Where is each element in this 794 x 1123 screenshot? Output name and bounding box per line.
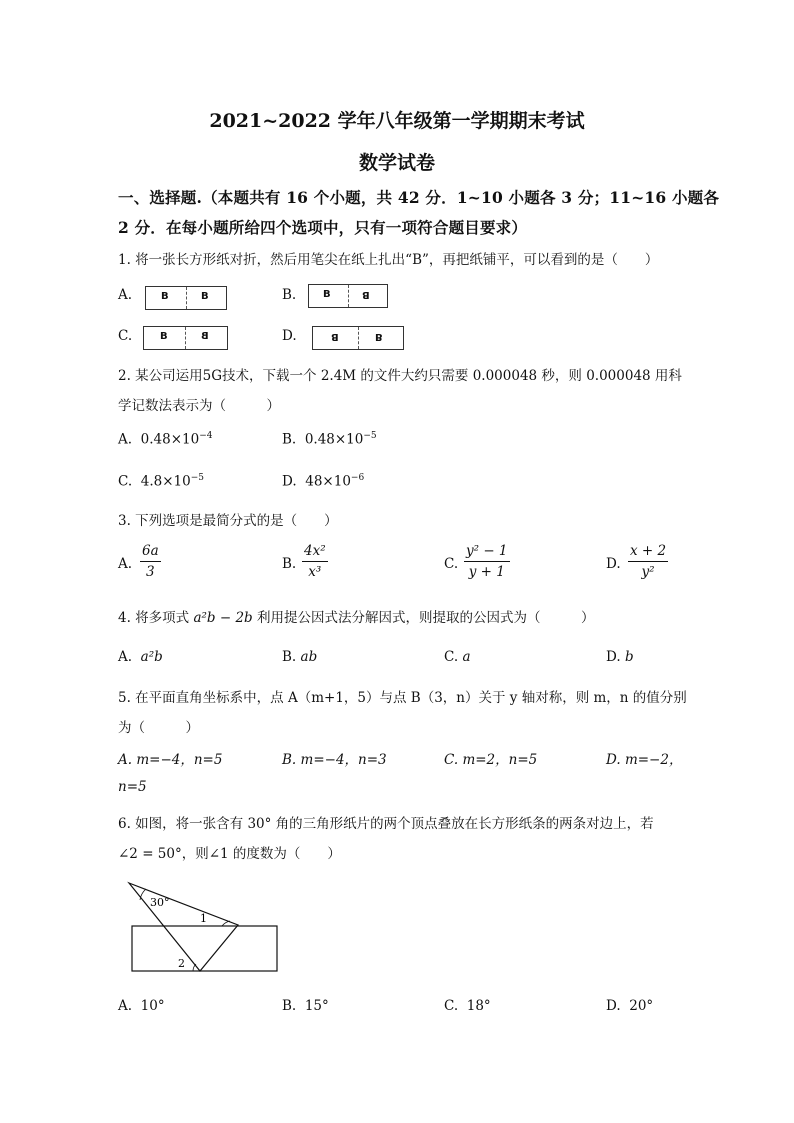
denominator: y² xyxy=(641,564,655,580)
rectangle-strip xyxy=(132,926,277,971)
letter-b-rotated: B xyxy=(331,331,339,342)
option-label: A. xyxy=(118,431,133,448)
q6-option-b xyxy=(282,998,329,1014)
option-value: 10° xyxy=(140,998,165,1014)
denominator: x³ xyxy=(308,564,322,580)
fold-line xyxy=(186,287,187,309)
q3-option-d-label: D. xyxy=(606,556,621,572)
option-label: C. xyxy=(444,998,459,1014)
q3-option-b-label: B. xyxy=(282,556,297,572)
q2-option-b xyxy=(282,431,377,448)
angle-2-label: 2 xyxy=(178,957,185,970)
option-value: 15° xyxy=(304,998,329,1014)
q3-option-a-label: A. xyxy=(118,556,133,572)
exam-subtitle: 数学试卷 xyxy=(358,152,435,174)
letter-b: B xyxy=(160,331,168,342)
fold-line xyxy=(348,285,349,307)
fold-line xyxy=(185,327,186,349)
option-label: D. xyxy=(606,649,621,665)
q5-option-d xyxy=(606,748,682,768)
fraction-bar xyxy=(140,561,161,562)
question-5-line2: 为（ ） xyxy=(118,720,199,736)
fold-line xyxy=(358,327,359,349)
option-exponent: −5 xyxy=(190,473,204,483)
q4-option-c xyxy=(444,649,471,665)
numerator: y² − 1 xyxy=(466,543,508,559)
option-exponent: −4 xyxy=(199,431,213,441)
q1-option-c-label: C. xyxy=(118,328,133,344)
option-label: C. xyxy=(444,649,459,665)
option-value: m=−4，n=5 xyxy=(136,752,223,768)
option-label: B. xyxy=(282,649,297,665)
option-base: 0.48×10 xyxy=(140,431,200,448)
numerator: 6a xyxy=(142,543,159,559)
question-2-line2: 学记数法表示为（ ） xyxy=(118,398,280,414)
option-value: m=−4，n=3 xyxy=(300,752,387,768)
option-base: 48×10 xyxy=(305,473,351,490)
q1-option-d-label: D. xyxy=(282,328,297,344)
q2-option-c xyxy=(118,473,204,490)
angle-1-label: 1 xyxy=(200,912,207,925)
option-label: A. xyxy=(118,649,133,665)
option-label: B. xyxy=(282,752,297,768)
q6-figure xyxy=(120,875,290,985)
question-4-text xyxy=(118,606,595,626)
option-value: m=2，n=5 xyxy=(462,752,538,768)
q4-option-b xyxy=(282,649,317,665)
option-value: a²b xyxy=(140,649,163,665)
option-label: D. xyxy=(282,473,297,490)
letter-b: B xyxy=(323,289,331,300)
option-label: C. xyxy=(444,752,459,768)
question-2-line1: 2. 某公司运用5G技术，下载一个 2.4M 的文件大约只需要 0.000048 秒，则 0.000048 用科 xyxy=(118,368,682,384)
question-6-line2: ∠2 = 50°，则∠1 的度数为（ ） xyxy=(118,846,341,862)
q5-option-c xyxy=(444,748,537,768)
q6-option-d xyxy=(606,998,653,1014)
q3-option-d-fraction xyxy=(628,543,668,580)
section-heading-line1: 一、选择题.（本题共有 16 个小题，共 42 分．1~10 小题各 3 分；11~16 小题各 xyxy=(118,188,720,207)
q5-option-a xyxy=(118,748,222,768)
option-value: 18° xyxy=(466,998,491,1014)
q4-option-d xyxy=(606,649,634,665)
q1-option-b-figure xyxy=(308,284,388,308)
question-4-suffix: 利用提公因式法分解因式，则提取的公因式为（ ） xyxy=(252,610,595,626)
option-base: 0.48×10 xyxy=(304,431,364,448)
q3-option-b-fraction xyxy=(302,543,328,580)
q6-option-a xyxy=(118,998,165,1014)
question-4-prefix: 4. 将多项式 xyxy=(118,610,194,626)
option-value-continued: n=5 xyxy=(118,779,147,795)
option-value: b xyxy=(624,649,634,665)
q2-option-d xyxy=(282,473,364,490)
option-value: a xyxy=(462,649,471,665)
q3-option-c-label: C. xyxy=(444,556,459,572)
option-exponent: −6 xyxy=(350,473,365,483)
q1-option-a-figure xyxy=(145,286,227,310)
q5-option-b xyxy=(282,748,387,768)
angle-30-label: 30° xyxy=(150,896,170,909)
option-label: A. xyxy=(118,998,133,1014)
numerator: 4x² xyxy=(304,543,326,559)
letter-b: B xyxy=(161,291,169,302)
question-1-text: 1. 将一张长方形纸对折，然后用笔尖在纸上扎出“B”，再把纸铺平，可以看到的是（ ） xyxy=(118,252,659,268)
fraction-bar xyxy=(464,561,510,562)
option-label: D. xyxy=(606,752,621,768)
option-value: 20° xyxy=(629,998,654,1014)
option-value: ab xyxy=(300,649,318,665)
question-5-line1: 5. 在平面直角坐标系中，点 A（m+1，5）与点 B（3，n）关于 y 轴对称，则 m，n 的值分别 xyxy=(118,690,687,706)
denominator: 3 xyxy=(146,564,155,580)
q2-option-a xyxy=(118,431,212,448)
letter-b-rotated: B xyxy=(362,289,370,300)
question-3-text: 3. 下列选项是最简分式的是（ ） xyxy=(118,513,338,529)
option-exponent: −5 xyxy=(363,431,377,441)
exam-title: 2021~2022 学年八年级第一学期期末考试 xyxy=(209,110,585,132)
q5-option-d-wrap xyxy=(118,779,147,795)
q1-option-a-label: A. xyxy=(118,287,133,303)
option-base: 4.8×10 xyxy=(140,473,191,490)
numerator: x + 2 xyxy=(630,543,667,559)
option-value: m=−2， xyxy=(624,752,683,768)
letter-b: B xyxy=(201,291,209,302)
q3-option-a-fraction xyxy=(140,543,161,580)
option-label: B. xyxy=(282,998,297,1014)
denominator: y + 1 xyxy=(468,564,505,580)
option-label: A. xyxy=(118,752,133,768)
fraction-bar xyxy=(302,561,328,562)
question-6-line1: 6. 如图，将一张含有 30° 角的三角形纸片的两个顶点叠放在长方形纸条的两条对边上，若 xyxy=(118,816,654,832)
q1-option-d-figure xyxy=(312,326,404,350)
q6-option-c xyxy=(444,998,491,1014)
option-label: C. xyxy=(118,473,133,490)
question-4-expression: a²b − 2b xyxy=(193,610,253,626)
q4-option-a xyxy=(118,649,163,665)
letter-b-flipped: B xyxy=(375,331,383,342)
option-label: B. xyxy=(282,431,297,448)
fraction-bar xyxy=(628,561,668,562)
letter-b-mirrored: B xyxy=(201,331,209,342)
section-heading-line2: 2 分．在每小题所给四个选项中，只有一项符合题目要求） xyxy=(118,218,528,237)
q3-option-c-fraction xyxy=(464,543,510,580)
q1-option-c-figure xyxy=(143,326,228,350)
q1-option-b-label: B. xyxy=(282,287,297,303)
option-label: D. xyxy=(606,998,621,1014)
